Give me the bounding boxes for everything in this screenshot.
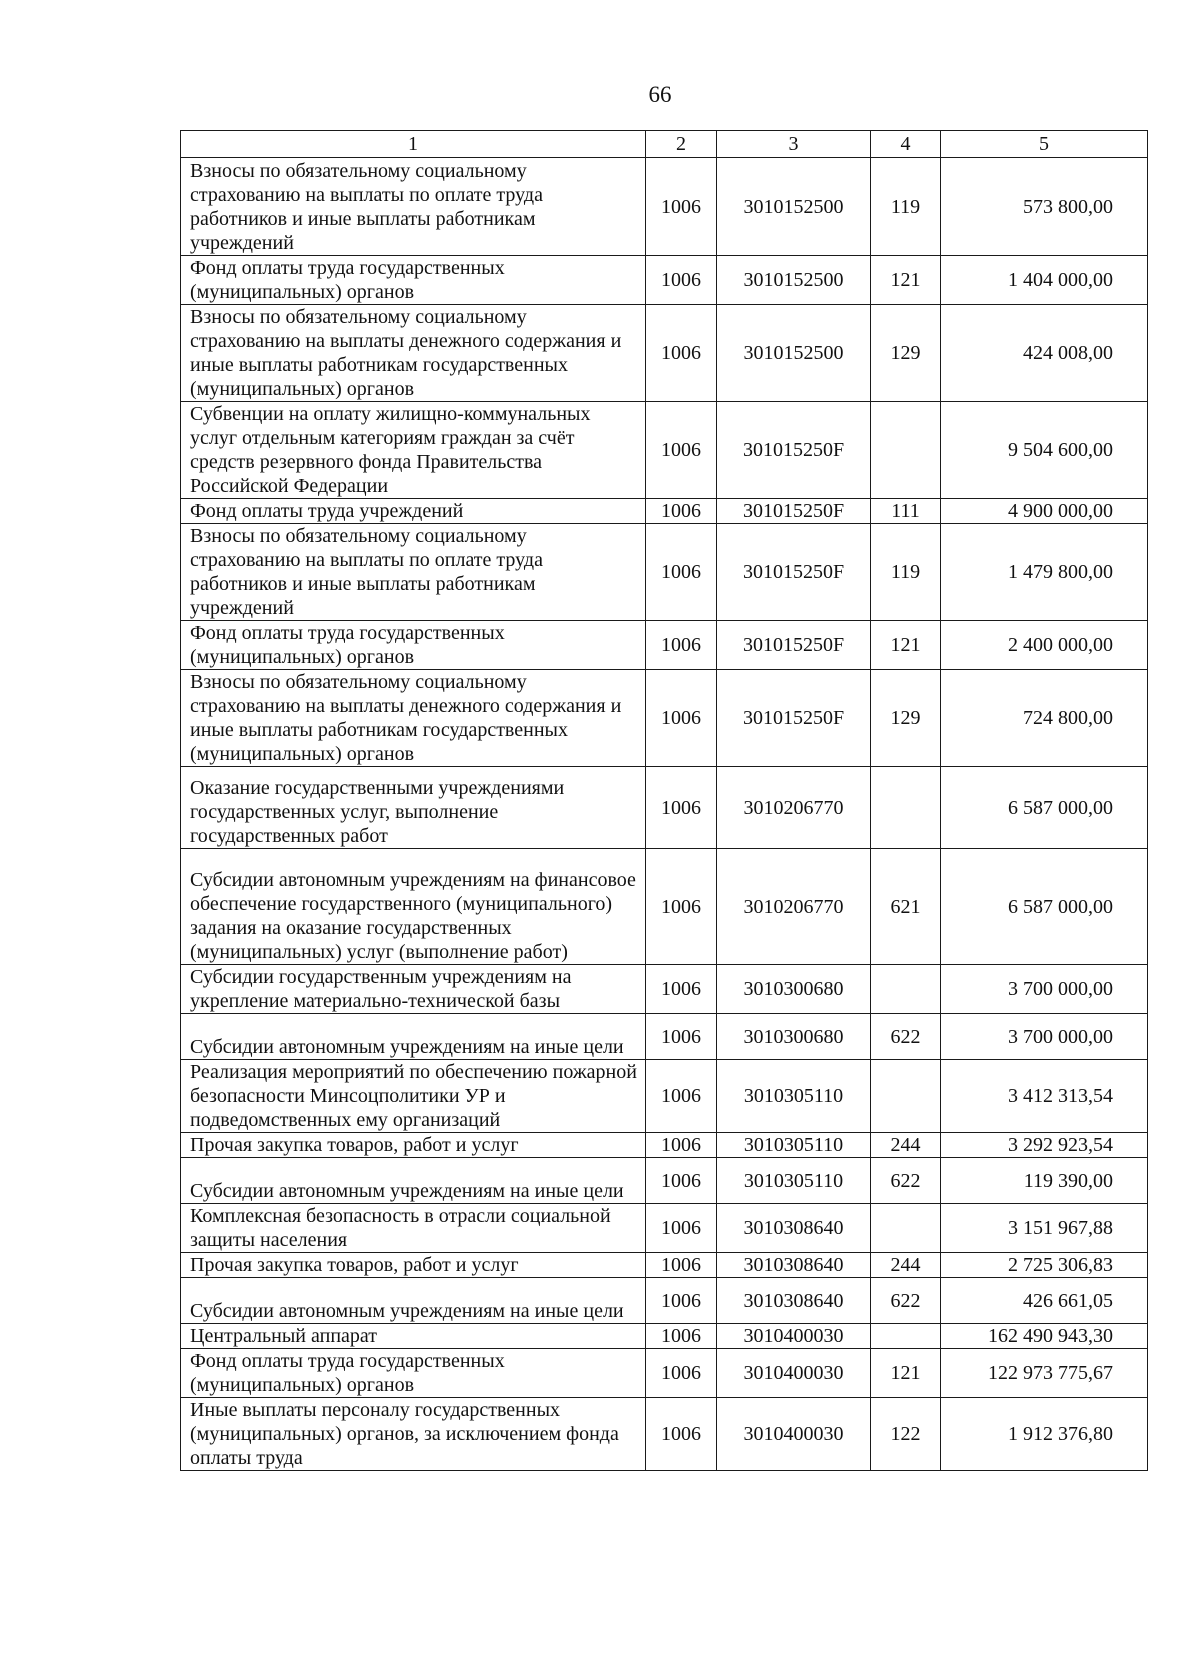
cell-target-code: 3010308640 [717, 1204, 871, 1253]
cell-amount: 6 587 000,00 [941, 767, 1148, 849]
cell-section: 1006 [646, 499, 717, 524]
cell-description: Комплексная безопасность в отрасли социальной защиты населения [181, 1204, 646, 1253]
cell-target-code: 3010305110 [717, 1158, 871, 1204]
cell-section: 1006 [646, 1133, 717, 1158]
cell-description: Субсидии автономным учреждениям на иные цели [181, 1158, 646, 1204]
cell-description: Фонд оплаты труда государственных (муниципальных) органов [181, 1349, 646, 1398]
cell-amount: 3 151 967,88 [941, 1204, 1148, 1253]
cell-expense-type: 121 [871, 1349, 941, 1398]
header-col-3: 3 [717, 131, 871, 158]
cell-amount: 1 912 376,80 [941, 1398, 1148, 1471]
cell-amount: 4 900 000,00 [941, 499, 1148, 524]
cell-target-code: 3010152500 [717, 158, 871, 256]
cell-target-code: 3010308640 [717, 1253, 871, 1278]
cell-target-code: 3010152500 [717, 256, 871, 305]
cell-target-code: 3010206770 [717, 849, 871, 965]
cell-description: Фонд оплаты труда государственных (муниципальных) органов [181, 621, 646, 670]
cell-expense-type: 129 [871, 670, 941, 767]
cell-target-code: 3010400030 [717, 1324, 871, 1349]
cell-amount: 9 504 600,00 [941, 402, 1148, 499]
table-row [181, 965, 1148, 1014]
cell-target-code: 301015250F [717, 670, 871, 767]
cell-section: 1006 [646, 1278, 717, 1324]
table-row [181, 1349, 1148, 1398]
cell-description: Взносы по обязательному социальному страхованию на выплаты по оплате труда работников и иные выплаты работникам учреждений [181, 158, 646, 256]
page-number: 66 [648, 82, 672, 107]
cell-description: Субвенции на оплату жилищно-коммунальных услуг отдельным категориям граждан за счёт средств резервного фонда Правительства Российской Федерации [181, 402, 646, 499]
table-row [181, 1060, 1148, 1133]
cell-description: Иные выплаты персоналу государственных (муниципальных) органов, за исключением фонда оплаты труда [181, 1398, 646, 1471]
header-col-2: 2 [646, 131, 717, 158]
cell-section: 1006 [646, 767, 717, 849]
table-row [181, 256, 1148, 305]
cell-section: 1006 [646, 1158, 717, 1204]
cell-section: 1006 [646, 305, 717, 402]
table-body [181, 158, 1148, 1471]
cell-expense-type: 119 [871, 524, 941, 621]
cell-expense-type: 622 [871, 1278, 941, 1324]
cell-target-code: 3010308640 [717, 1278, 871, 1324]
cell-expense-type: 244 [871, 1253, 941, 1278]
table-row [181, 670, 1148, 767]
table-row [181, 1278, 1148, 1324]
cell-amount: 3 700 000,00 [941, 1014, 1148, 1060]
cell-amount: 2 725 306,83 [941, 1253, 1148, 1278]
cell-target-code: 3010300680 [717, 965, 871, 1014]
cell-amount: 3 412 313,54 [941, 1060, 1148, 1133]
cell-section: 1006 [646, 670, 717, 767]
table-row [181, 499, 1148, 524]
cell-target-code: 301015250F [717, 402, 871, 499]
cell-expense-type: 121 [871, 621, 941, 670]
cell-description: Субсидии автономным учреждениям на финансовое обеспечение государственного (муниципального) задания на оказание государственных (муниципальных) услуг (выполнение работ) [181, 849, 646, 965]
table-row [181, 621, 1148, 670]
cell-expense-type: 119 [871, 158, 941, 256]
cell-description: Прочая закупка товаров, работ и услуг [181, 1253, 646, 1278]
cell-section: 1006 [646, 1398, 717, 1471]
cell-description: Фонд оплаты труда государственных (муниципальных) органов [181, 256, 646, 305]
header-col-5: 5 [941, 131, 1148, 158]
cell-description: Прочая закупка товаров, работ и услуг [181, 1133, 646, 1158]
table-row [181, 1324, 1148, 1349]
cell-amount: 724 800,00 [941, 670, 1148, 767]
table-row [181, 849, 1148, 965]
cell-section: 1006 [646, 621, 717, 670]
cell-expense-type: 244 [871, 1133, 941, 1158]
cell-amount: 2 400 000,00 [941, 621, 1148, 670]
cell-amount: 426 661,05 [941, 1278, 1148, 1324]
cell-section: 1006 [646, 965, 717, 1014]
cell-amount: 6 587 000,00 [941, 849, 1148, 965]
table-row [181, 305, 1148, 402]
cell-amount: 162 490 943,30 [941, 1324, 1148, 1349]
table-row [181, 1253, 1148, 1278]
cell-target-code: 3010300680 [717, 1014, 871, 1060]
cell-amount: 573 800,00 [941, 158, 1148, 256]
cell-target-code: 301015250F [717, 621, 871, 670]
cell-section: 1006 [646, 1253, 717, 1278]
cell-expense-type [871, 965, 941, 1014]
cell-amount: 424 008,00 [941, 305, 1148, 402]
cell-expense-type: 129 [871, 305, 941, 402]
budget-table [180, 130, 1148, 1471]
cell-target-code: 3010206770 [717, 767, 871, 849]
cell-amount: 3 700 000,00 [941, 965, 1148, 1014]
cell-description: Взносы по обязательному социальному страхованию на выплаты по оплате труда работников и иные выплаты работникам учреждений [181, 524, 646, 621]
cell-section: 1006 [646, 524, 717, 621]
table-row [181, 1398, 1148, 1471]
cell-amount: 119 390,00 [941, 1158, 1148, 1204]
cell-description: Оказание государственными учреждениями государственных услуг, выполнение государственных работ [181, 767, 646, 849]
cell-expense-type [871, 402, 941, 499]
cell-expense-type [871, 1060, 941, 1133]
table-row [181, 402, 1148, 499]
header-col-4: 4 [871, 131, 941, 158]
cell-section: 1006 [646, 1060, 717, 1133]
cell-target-code: 3010305110 [717, 1060, 871, 1133]
cell-amount: 122 973 775,67 [941, 1349, 1148, 1398]
cell-description: Взносы по обязательному социальному страхованию на выплаты денежного содержания и иные выплаты работникам государственных (муниципальных) органов [181, 670, 646, 767]
cell-target-code: 3010400030 [717, 1398, 871, 1471]
cell-expense-type: 111 [871, 499, 941, 524]
cell-target-code: 3010305110 [717, 1133, 871, 1158]
cell-section: 1006 [646, 256, 717, 305]
table-row [181, 1133, 1148, 1158]
cell-target-code: 3010152500 [717, 305, 871, 402]
cell-description: Центральный аппарат [181, 1324, 646, 1349]
cell-expense-type [871, 1204, 941, 1253]
table-row [181, 1158, 1148, 1204]
table-row [181, 767, 1148, 849]
table-header-row [181, 131, 1148, 158]
table-row [181, 1204, 1148, 1253]
cell-section: 1006 [646, 1324, 717, 1349]
cell-expense-type [871, 1324, 941, 1349]
cell-description: Субсидии государственным учреждениям на укрепление материально-технической базы [181, 965, 646, 1014]
cell-section: 1006 [646, 849, 717, 965]
cell-target-code: 301015250F [717, 524, 871, 621]
cell-description: Субсидии автономным учреждениям на иные цели [181, 1278, 646, 1324]
table-row [181, 1014, 1148, 1060]
cell-expense-type: 121 [871, 256, 941, 305]
cell-expense-type: 622 [871, 1014, 941, 1060]
cell-amount: 3 292 923,54 [941, 1133, 1148, 1158]
cell-section: 1006 [646, 1204, 717, 1253]
cell-section: 1006 [646, 402, 717, 499]
cell-section: 1006 [646, 158, 717, 256]
table-row [181, 524, 1148, 621]
header-col-1: 1 [181, 131, 646, 158]
cell-target-code: 3010400030 [717, 1349, 871, 1398]
table-row [181, 158, 1148, 256]
cell-expense-type: 622 [871, 1158, 941, 1204]
cell-expense-type: 621 [871, 849, 941, 965]
cell-amount: 1 479 800,00 [941, 524, 1148, 621]
cell-description: Реализация мероприятий по обеспечению пожарной безопасности Минсоцполитики УР и подведомственных ему организаций [181, 1060, 646, 1133]
cell-section: 1006 [646, 1014, 717, 1060]
cell-section: 1006 [646, 1349, 717, 1398]
cell-target-code: 301015250F [717, 499, 871, 524]
cell-description: Фонд оплаты труда учреждений [181, 499, 646, 524]
cell-description: Взносы по обязательному социальному страхованию на выплаты денежного содержания и иные выплаты работникам государственных (муниципальных) органов [181, 305, 646, 402]
cell-amount: 1 404 000,00 [941, 256, 1148, 305]
cell-description: Субсидии автономным учреждениям на иные цели [181, 1014, 646, 1060]
cell-expense-type: 122 [871, 1398, 941, 1471]
cell-expense-type [871, 767, 941, 849]
